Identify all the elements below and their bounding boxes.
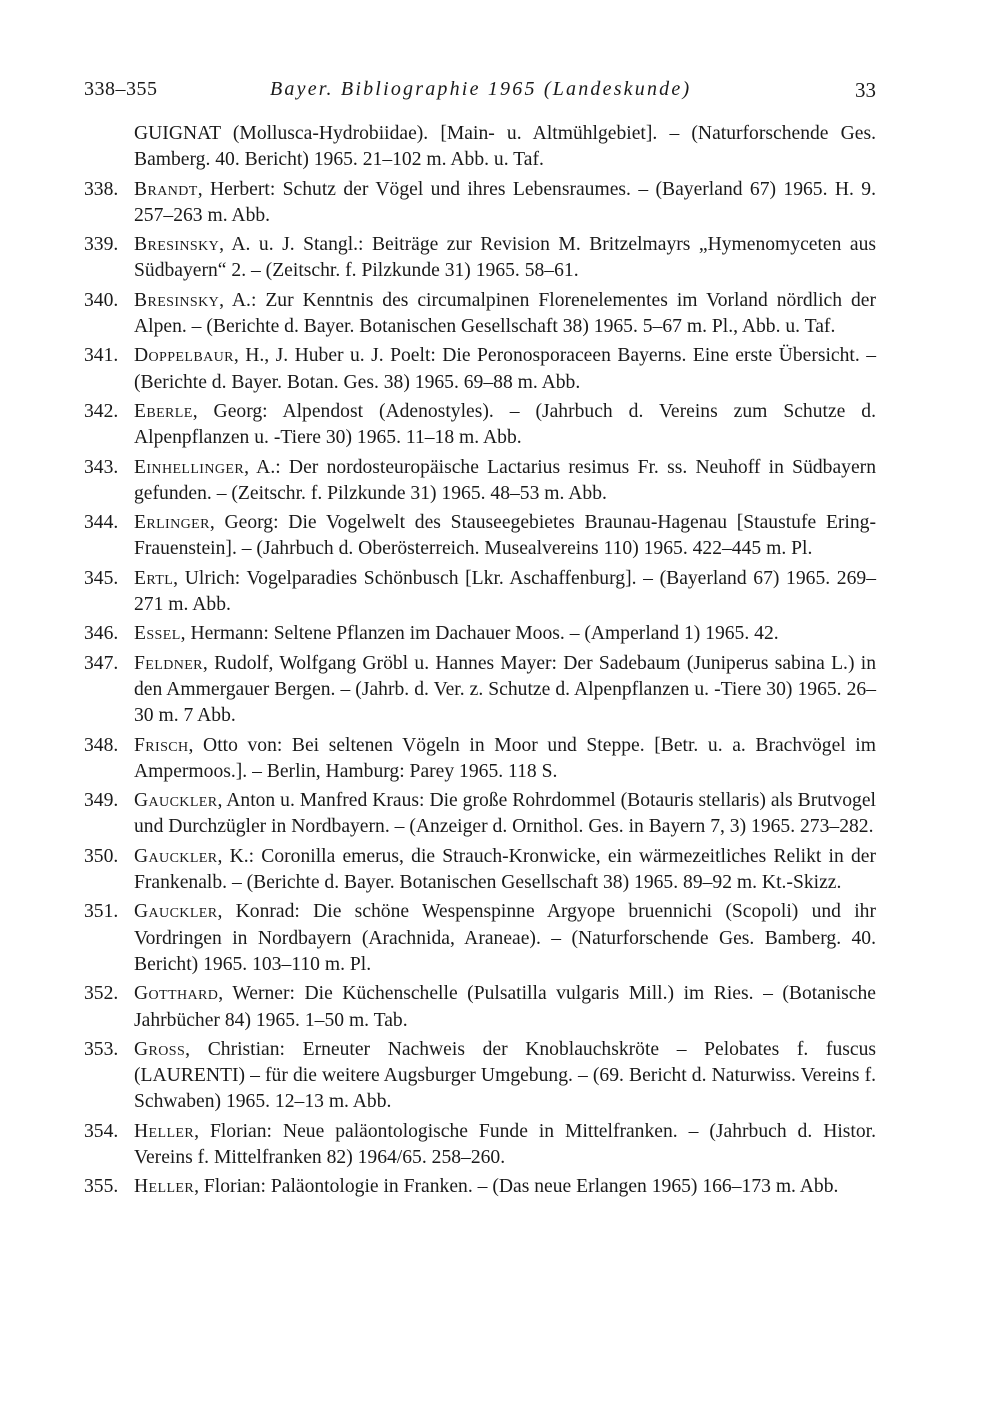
bibliography-entry <box>84 1174 876 1200</box>
entry-number: 343. <box>84 456 119 478</box>
bibliography-list <box>84 121 876 1204</box>
entry-text: , Georg: Die Vogelwelt des Stauseegebietes Braunau-Hagenau [Staustufe Ering-Frauenstein]. – (Jahrbuch d. Oberösterreich. Musealvereins 110) 1965. 422–445 m. Pl. <box>134 512 876 560</box>
entry-text: , Rudolf, Wolfgang Gröbl u. Hannes Mayer: Der Sadebaum (Juniperus sabina L.) in den Ammergauer Bergen. – (Jahrb. d. Ver. z. Schutze d. Alpenpflanzen u. -Tiere 30) 1965. 26–30 m. 7 Abb. <box>134 652 876 727</box>
entry-author: Ertl <box>134 567 174 589</box>
bibliography-entry <box>84 399 876 452</box>
bibliography-entry <box>84 981 876 1034</box>
entry-text: , Hermann: Seltene Pflanzen im Dachauer Moos. – (Amperland 1) 1965. 42. <box>180 623 779 645</box>
bibliography-entry <box>84 177 876 230</box>
entry-number: 340. <box>84 289 119 311</box>
entry-number: 345. <box>84 567 119 589</box>
entry-author: Erlinger <box>134 512 210 534</box>
bibliography-entry <box>84 1037 876 1116</box>
bibliography-entry <box>84 899 876 978</box>
entry-text: , Christian: Erneuter Nachweis der Knoblauchskröte – Pelobates f. fuscus (LAURENTI) – für die weitere Augsburger Umgebung. – (69. Bericht d. Naturwiss. Vereins f. Schwaben) 1965. 12–13 m. Abb. <box>134 1038 876 1113</box>
bibliography-entry <box>84 733 876 786</box>
entry-number: 348. <box>84 734 119 756</box>
bibliography-entry <box>84 510 876 563</box>
entry-number: 341. <box>84 345 119 367</box>
entry-number: 354. <box>84 1120 119 1142</box>
entry-text: , Herbert: Schutz der Vögel und ihres Lebensraumes. – (Bayerland 67) 1965. H. 9. 257–263 m. Abb. <box>134 178 876 226</box>
entry-number: 338. <box>84 178 119 200</box>
entry-text: GUIGNAT (Mollusca-Hydrobiidae). [Main- u. Altmühlgebiet]. – (Naturforschende Ges. Bamberg. 40. Bericht) 1965. 21–102 m. Abb. u. Taf. <box>134 123 876 171</box>
entry-text: , A.: Der nordosteuropäische Lactarius resimus Fr. ss. Neuhoff in Südbayern gefunden. – (Zeitschr. f. Pilzkunde 31) 1965. 48–53 m. Abb. <box>134 456 876 504</box>
bibliography-entry <box>84 621 876 647</box>
entry-number: 342. <box>84 400 119 422</box>
page-number: 33 <box>855 78 876 102</box>
bibliography-entry <box>84 651 876 730</box>
entry-text: , Anton u. Manfred Kraus: Die große Rohrdommel (Botauris stellaris) als Brutvogel und Durchzügler in Nordbayern. – (Anzeiger d. Ornithol. Ges. in Bayern 7, 3) 1965. 273–282. <box>134 790 876 838</box>
entry-author: Bresinsky <box>134 234 220 256</box>
entry-author: Eberle <box>134 400 193 422</box>
entry-text: , Otto von: Bei seltenen Vögeln in Moor und Steppe. [Betr. u. a. Brachvögel im Ampermoos.]. – Berlin, Hamburg: Parey 1965. 118 S. <box>134 734 876 782</box>
entry-text: , Ulrich: Vogelparadies Schönbusch [Lkr. Aschaffenburg]. – (Bayerland 67) 1965. 269–271 m. Abb. <box>134 567 876 616</box>
entry-text: , Konrad: Die schöne Wespenspinne Argyope bruennichi (Scopoli) und ihr Vordringen in Nordbayern (Arachnida, Araneae). – (Naturforschende Ges. Bamberg. 40. Bericht) 1965. 103–110 m. Pl. <box>134 901 876 975</box>
entry-author: Gross <box>134 1038 186 1060</box>
entry-text: , Florian: Neue paläontologische Funde in Mittelfranken. – (Jahrbuch d. Histor. Vereins f. Mittelfranken 82) 1964/65. 258–260. <box>134 1120 876 1168</box>
entry-text: , Georg: Alpendost (Adenostyles). – (Jahrbuch d. Vereins zum Schutze d. Alpenpflanzen u. -Tiere 30) 1965. 11–18 m. Abb. <box>134 400 876 449</box>
entry-text: , Florian: Paläontologie in Franken. – (Das neue Erlangen 1965) 166–173 m. Abb. <box>194 1176 839 1198</box>
entry-number: 351. <box>84 901 119 923</box>
bibliography-entry <box>84 121 876 174</box>
bibliography-entry <box>84 844 876 897</box>
entry-number: 339. <box>84 234 119 256</box>
entry-author: Gotthard <box>134 983 219 1005</box>
entry-number: 344. <box>84 512 119 534</box>
entry-author: Gauckler <box>134 845 218 867</box>
entry-author: Gauckler <box>134 790 218 812</box>
entry-text: , A. u. J. Stangl.: Beiträge zur Revision M. Britzelmayrs „Hymenomyceten aus Südbayern“ 2. – (Zeitschr. f. Pilzkunde 31) 1965. 58–61. <box>134 234 876 282</box>
bibliography-entry <box>84 788 876 841</box>
bibliography-entry <box>84 288 876 341</box>
entry-author: Brandt <box>134 178 198 200</box>
entry-number: 353. <box>84 1038 119 1060</box>
bibliography-entry <box>84 1119 876 1172</box>
entry-author: Essel <box>134 623 181 645</box>
bibliography-entry <box>84 566 876 619</box>
page-header <box>84 78 876 112</box>
entry-number: 346. <box>84 623 119 645</box>
entry-author: Heller <box>134 1120 195 1142</box>
entry-author: Einhellinger <box>134 456 245 478</box>
entry-number: 350. <box>84 845 119 867</box>
entry-text: , Werner: Die Küchenschelle (Pulsatilla vulgaris Mill.) im Ries. – (Botanische Jahrbücher 84) 1965. 1–50 m. Tab. <box>134 983 876 1031</box>
entry-number: 349. <box>84 790 119 812</box>
bibliography-entry <box>84 455 876 508</box>
entry-author: Bresinsky <box>134 289 220 311</box>
entry-number: 352. <box>84 983 119 1005</box>
entry-number: 347. <box>84 652 119 674</box>
entry-range: 338–355 <box>84 78 158 100</box>
entry-author: Doppelbaur <box>134 345 234 367</box>
entry-number: 355. <box>84 1176 119 1198</box>
entry-text: , K.: Coronilla emerus, die Strauch-Kronwicke, ein wärmezeitliches Relikt in der Frankenalb. – (Berichte d. Bayer. Botanischen Gesellschaft 38) 1965. 89–92 m. Kt.-Skizz. <box>134 845 876 894</box>
entry-author: Gauckler <box>134 901 218 923</box>
bibliography-entry <box>84 232 876 285</box>
entry-author: Feldner <box>134 652 203 674</box>
entry-author: Heller <box>134 1176 195 1198</box>
entry-text: , H., J. Huber u. J. Poelt: Die Peronosporaceen Bayerns. Eine erste Übersicht. – (Berichte d. Bayer. Botan. Ges. 38) 1965. 69–88 m. Abb. <box>134 345 876 393</box>
entry-text: , A.: Zur Kenntnis des circumalpinen Florenelementes im Vorland nördlich der Alpen. – (Berichte d. Bayer. Botanischen Gesellschaft 38) 1965. 5–67 m. Pl., Abb. u. Taf. <box>134 289 876 338</box>
bibliography-entry <box>84 343 876 396</box>
running-title: Bayer. Bibliographie 1965 (Landeskunde) <box>270 78 692 100</box>
entry-author: Frisch <box>134 734 189 756</box>
